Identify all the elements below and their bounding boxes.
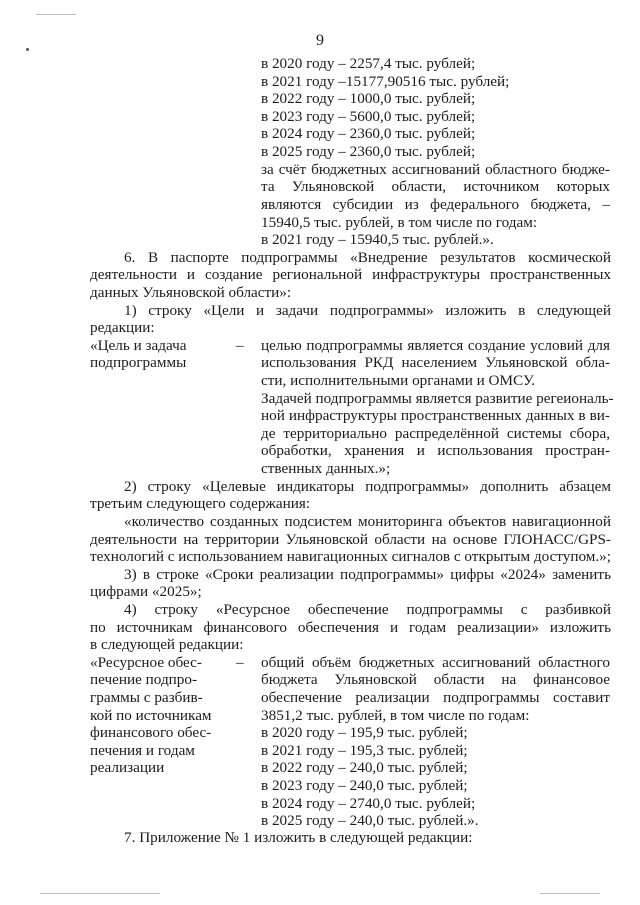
goals-label-line: «Цель и задача [90, 337, 187, 354]
subsidy-text-line: в 2021 году – 15940,5 тыс. рублей.». [261, 231, 494, 248]
goals-text-line: обработки, хранения и использования простран- [261, 442, 610, 459]
funding-year-line: в 2020 году – 2257,4 тыс. рублей; [261, 55, 476, 72]
resources-label-line: печения и годам [90, 742, 195, 759]
indicator-quote-line: технологий с использованием навигационных сигналов с открытым доступом.»; [90, 548, 611, 565]
indicator-quote-line: деятельности на территории Ульяновской области на основе ГЛОНАСС/GPS- [90, 531, 611, 548]
resources-dash: – [236, 654, 244, 671]
goals-text-line: использования РКД населением Ульяновской обла- [261, 354, 610, 371]
resources-label-line: «Ресурсное обес- [90, 654, 202, 671]
resources-year-line: в 2024 году – 2740,0 тыс. рублей; [261, 795, 476, 812]
scan-artifact-top [36, 14, 76, 15]
scan-artifact-bottom-right [540, 893, 600, 894]
resources-label-line: кой по источникам [90, 707, 212, 724]
goals-text-line: целью подпрограммы является создание условий для [261, 337, 610, 354]
goals-label-line: подпрограммы [90, 354, 187, 371]
funding-year-line: в 2024 году – 2360,0 тыс. рублей; [261, 125, 476, 142]
funding-year-line: в 2022 году – 1000,0 тыс. рублей; [261, 90, 476, 107]
indicator-quote-line: «количество созданных подсистем мониторинга объектов навигационной [124, 513, 611, 530]
resources-year-line: в 2021 году – 195,3 тыс. рублей; [261, 742, 468, 759]
item-6-1-line: 1) строку «Цели и задачи подпрограммы» изложить в следующей [124, 302, 611, 319]
resources-label-line: граммы с разбив- [90, 689, 203, 706]
resources-text-line: общий объём бюджетных ассигнований областного [261, 654, 610, 671]
funding-year-line: в 2021 году –15177,90516 тыс. рублей; [261, 73, 510, 90]
goals-text-line: ной инфраструктуры пространственных данных в ви- [261, 407, 610, 424]
item-6-1-line: редакции: [90, 319, 155, 336]
item-6-4-line: в следующей редакции: [90, 636, 244, 653]
subsidy-text-line: 15940,5 тыс. рублей, в том числе по годам: [261, 214, 538, 231]
item-6-4-line: 4) строку «Ресурсное обеспечение подпрограммы с разбивкой [124, 601, 611, 618]
subsidy-text-line: та Ульяновской области, источником которых [261, 178, 610, 195]
item-7-line: 7. Приложение № 1 изложить в следующей редакции: [124, 829, 473, 846]
funding-year-line: в 2023 году – 5600,0 тыс. рублей; [261, 108, 476, 125]
scan-artifact-bottom [40, 893, 160, 894]
resources-year-line: в 2022 году – 240,0 тыс. рублей; [261, 759, 468, 776]
goals-dash: – [236, 337, 244, 354]
item-6-line: данных Ульяновской области»: [90, 284, 292, 301]
item-6-3-line: цифрами «2025»; [90, 583, 202, 600]
resources-text-line: бюджета Ульяновской области на финансовое [261, 671, 610, 688]
page-number: 9 [316, 32, 324, 49]
subsidy-text-line: за счёт бюджетных ассигнований областного бюдже- [261, 161, 610, 178]
resources-year-line: в 2025 году – 240,0 тыс. рублей.». [261, 812, 479, 829]
item-6-line: деятельности и создание региональной инфраструктуры пространственных [90, 266, 611, 283]
resources-year-line: в 2023 году – 240,0 тыс. рублей; [261, 777, 468, 794]
resources-text-line: 3851,2 тыс. рублей, в том числе по годам: [261, 707, 530, 724]
resources-year-line: в 2020 году – 195,9 тыс. рублей; [261, 724, 468, 741]
goals-text-line: Задачей подпрограммы является развитие регеиональ- [261, 390, 614, 407]
item-6-3-line: 3) в строке «Сроки реализации подпрограммы» цифры «2024» заменить [124, 566, 611, 583]
goals-text-line: сти, исполнительными органами и ОМСУ. [261, 372, 536, 389]
item-6-line: 6. В паспорте подпрограммы «Внедрение результатов космической [124, 249, 611, 266]
resources-label-line: реализации [90, 759, 165, 776]
item-6-2-line: 2) строку «Целевые индикаторы подпрограммы» дополнить абзацем [124, 478, 611, 495]
subsidy-text-line: являются субсидии из федерального бюджета, – [261, 196, 610, 213]
resources-label-line: печение подпро- [90, 671, 198, 688]
goals-text-line: ственных данных.»; [261, 460, 391, 477]
funding-year-line: в 2025 году – 2360,0 тыс. рублей; [261, 143, 476, 160]
resources-text-line: обеспечение реализации подпрограммы составит [261, 689, 610, 706]
goals-text-line: де территориально распределённой системы сбора, [261, 425, 610, 442]
resources-label-line: финансового обес- [90, 724, 212, 741]
item-6-4-line: по источникам финансового обеспечения и годам реализации» изложить [90, 619, 611, 636]
item-6-2-line: третьим следующего содержания: [90, 495, 311, 512]
